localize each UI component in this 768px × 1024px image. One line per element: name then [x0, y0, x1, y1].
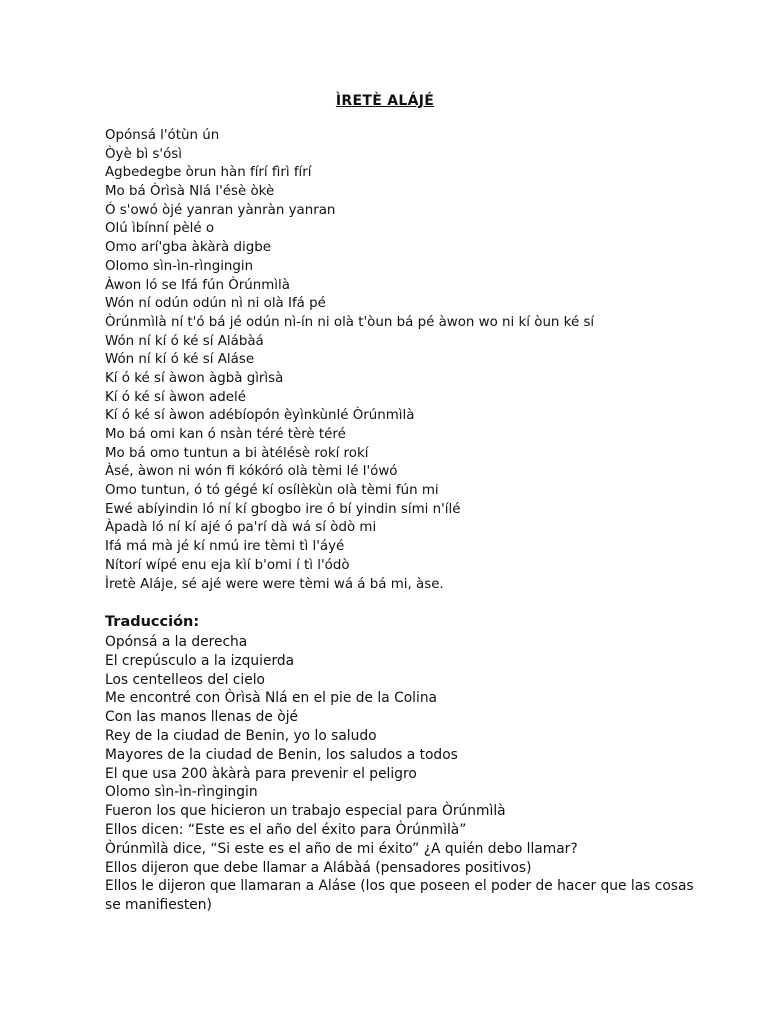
verse-line: Nítorí wípé enu eja kìí b'omi í tì l'ódò: [105, 557, 350, 573]
verse-line: Kí ó ké sí àwon adelé: [105, 389, 246, 405]
verse-line: Àpadà ló ní kí ajé ó pa'rí dà wá sí òdò mi: [105, 520, 377, 536]
verse-line: Wón ní kí ó ké sí Alábàá: [105, 333, 264, 349]
translation-line: Mayores de la ciudad de Benin, los saludos a todos: [105, 746, 458, 763]
verse-line: Ifá má mà jé kí nmú ire tèmi tì l'áyé: [105, 539, 345, 555]
verse-line: Kí ó ké sí àwon àgbà gìrìsà: [105, 370, 284, 386]
translation-line: Fueron los que hicieron un trabajo especial para Òrúnmìlà: [105, 803, 506, 820]
verse-line: Òrúnmìlà ní t'ó bá jé odún nì-ín ni olà t'òun bá pé àwon wo ni kí òun ké sí: [105, 314, 595, 330]
verse-line: Agbedegbe òrun hàn fírí fìrì fírí: [105, 165, 312, 181]
verse-line: Àsé, àwon ni wón fi kókóró olà tèmi lé l'ówó: [105, 464, 398, 480]
translation-line: Òrúnmìlà dice, “Si este es el año de mi éxito” ¿A quién debo llamar?: [105, 840, 578, 857]
translation-heading: Traducción:: [105, 614, 200, 630]
verse-line: Òyè bì s'ósì: [105, 146, 182, 162]
verse-block: [105, 127, 594, 594]
verse-line: Olomo sìn-ìn-rìngingin: [105, 258, 254, 274]
document-title: ÌRETÈ ALÁJÉ: [335, 93, 435, 109]
translation-line: Olomo sìn-ìn-rìngingin: [105, 784, 258, 801]
verse-line: Olú ìbínní pèlé o: [105, 221, 215, 237]
translation-block: [105, 633, 705, 915]
verse-line: Kí ó ké sí àwon adébíopón èyìnkùnlé Òrúnmìlà: [105, 408, 415, 424]
translation-line: Ellos dicen: “Este es el año del éxito para Òrúnmìlà”: [105, 821, 467, 838]
verse-line: Omo arí'gba àkàrà digbe: [105, 240, 271, 256]
translation-line: Los centelleos del cielo: [105, 671, 265, 688]
verse-line: Mo bá omo tuntun a bi àtélésè rokí rokí: [105, 445, 369, 461]
translation-line: El que usa 200 àkàrà para prevenir el peligro: [105, 765, 417, 782]
translation-line: Ellos le dijeron que llamaran a Aláse (los que poseen el poder de hacer que las cosas se manifiesten): [105, 878, 694, 914]
verse-line: Wón ní kí ó ké sí Aláse: [105, 352, 255, 368]
verse-line: Ewé abíyindin ló ní kí gbogbo ire ó bí yindin sími n'ílé: [105, 501, 461, 517]
verse-line: Mo bá omi kan ó nsàn téré tèrè téré: [105, 427, 346, 442]
translation-line: Opónsá a la derecha: [105, 634, 248, 650]
verse-line: Omo tuntun, ó tó gégé kí osílèkùn olà tèmi fún mi: [105, 483, 439, 499]
translation-line: Rey de la ciudad de Benin, yo lo saludo: [105, 727, 377, 744]
verse-line: Ó s'owó òjé yanran yànràn yanran: [105, 202, 336, 218]
verse-line: Opónsá l'ótùn ún: [105, 128, 220, 143]
translation-line: Me encontré con Òrìsà Nlá en el pie de la Colina: [105, 690, 438, 707]
translation-line: Con las manos llenas de òjé: [105, 709, 299, 726]
verse-line: Àwon ló se Ifá fún Òrúnmìlà: [105, 277, 290, 293]
verse-line: Ìretè Aláje, sé ajé were were tèmi wá á bá mi, àse.: [105, 576, 444, 592]
verse-line: Wón ní odún odún nì ni olà Ifá pé: [105, 296, 326, 312]
translation-line: Ellos dijeron que debe llamar a Alábàá (pensadores positivos): [105, 859, 532, 876]
verse-line: Mo bá Òrìsà Nlá l'ésè òkè: [105, 184, 275, 200]
translation-line: El crepúsculo a la izquierda: [105, 652, 295, 669]
